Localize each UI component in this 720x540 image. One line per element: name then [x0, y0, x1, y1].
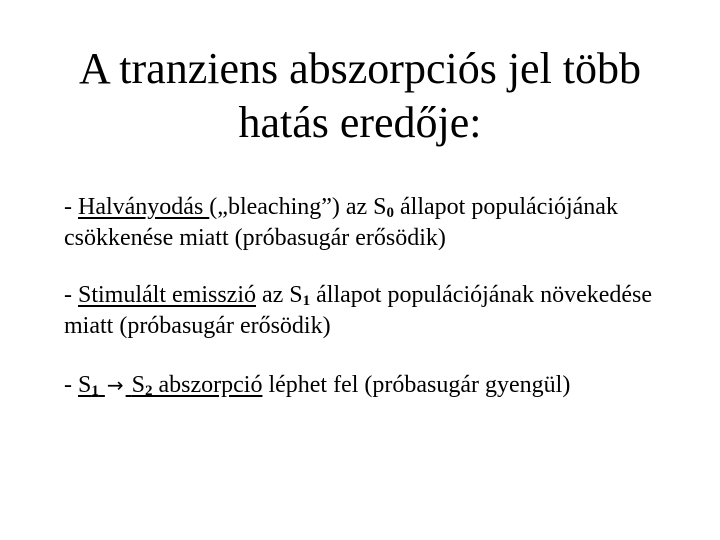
title-line-1: A tranziens abszorpciós jel több	[78, 44, 642, 93]
bullet-text: az S	[256, 282, 303, 308]
subscript: 1	[302, 293, 311, 309]
bullet-stimulated-emission	[64, 280, 684, 342]
bullet-dash: -	[64, 194, 78, 220]
bullet-dash: -	[64, 372, 78, 398]
term-abszorpcio: abszorpció	[152, 372, 263, 398]
term-s1-s2-abszorpcio	[78, 372, 262, 398]
bullet-text: léphet fel (próbasugár gyengül)	[262, 372, 571, 398]
term-s1: S	[78, 372, 92, 398]
bullet-text: állapot populációjának növekedése miatt (próbasugár erősödik)	[64, 282, 653, 339]
bullet-bleaching	[64, 192, 684, 254]
term-halvanyodas: Halványodás	[78, 194, 210, 220]
bullet-text: („bleaching”) az S	[209, 194, 387, 220]
bullet-dash: -	[64, 282, 78, 308]
term-s2: S	[131, 372, 145, 398]
title-line-2: hatás eredője:	[238, 98, 482, 147]
term-stimulalt-emisszio: Stimulált emisszió	[78, 282, 256, 308]
bullet-excited-absorption	[64, 370, 684, 401]
subscript: 0	[386, 205, 395, 221]
slide-title	[40, 42, 680, 150]
right-arrow-icon: →	[106, 373, 124, 397]
bullet-text: állapot populációjának csökkenése miatt (próbasugár erősödik)	[64, 194, 618, 251]
bullet-list	[64, 192, 684, 427]
subscript: 1	[91, 383, 99, 399]
subscript: 2	[144, 383, 153, 399]
